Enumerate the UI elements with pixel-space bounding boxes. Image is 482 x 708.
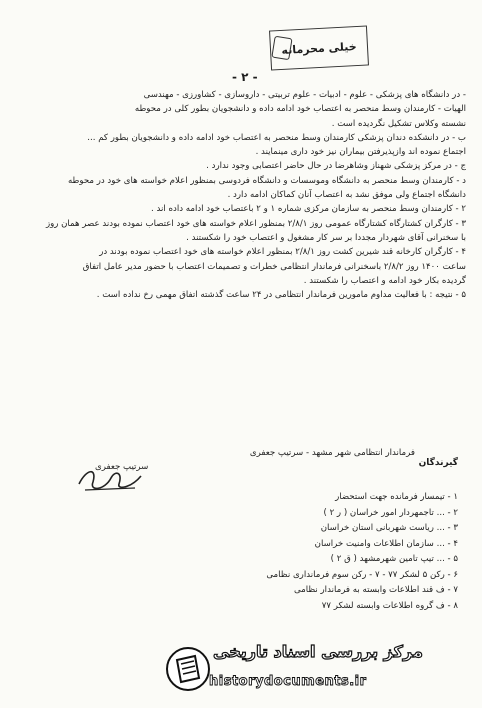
signature-line: فرماندار انتظامی شهر مشهد - سرتیپ جعفری (249, 448, 415, 458)
body-line: - در دانشگاه های پزشکی - علوم - ادبیات - علوم تربیتی - داروسازی - کشاورزی - مهندسی (143, 90, 466, 100)
body-line: ۲ - کارمندان وسط منحصر به سازمان مرکزی شماره ۱ و ۲ باعتصاب خود ادامه داده اند . (151, 204, 466, 215)
watermark-url: historydocuments.ir (209, 674, 367, 689)
recipient-item: ۱ - تیمسار فرمانده جهت استحضار (335, 492, 458, 502)
recipient-item: ۸ - ف گروه اطلاعات وابسته لشکر ۷۷ (321, 600, 458, 611)
body-line: ب - در دانشکده دندان پزشکی کارمندان وسط منحصر به اعتصاب خود ادامه داده و دانشجویان بطور کم ... (87, 132, 466, 143)
body-line: الهیات - کارمندان وسط منحصر به اعتصاب خود ادامه داده و دانشجویان بطور کلی در محوطه (134, 104, 466, 115)
body-line: ۵ - نتیجه : با فعالیت مداوم مامورین فرماندار انتظامی در ۲۴ ساعت گذشته اتفاق مهمی رخ نداده است . (96, 290, 466, 301)
recipients-list (208, 490, 458, 614)
recipient-item: ۲ - ... تاجمهردار امور خراسان ( ر ۲ ) (323, 507, 458, 518)
body-line: ۳ - کارگران کشتارگاه کشتارگاه عمومی روز ۲/۸/۱ بمنظور اعلام خواسته های خود اعتصاب نموده بودند عصر همان روز (45, 218, 466, 229)
body-line: د - کارمندان وسط منحصر به دانشگاه وموسسات و دانشگاه فردوسی بمنظور اعلام خواسته های خود در محوطه (67, 175, 466, 186)
stamp-scribble-icon (271, 36, 292, 61)
body-line: نشسته وکلاس تشکیل نگردیده است . (331, 118, 466, 129)
recipient-item: ۵ - ... تیپ تامین شهرمشهد ( ق ۲ ) (330, 554, 458, 564)
body-line: ج - در مرکز پزشکی شهناز وشاهرضا در حال حاضر اعتصابی وجود ندارد . (206, 161, 466, 172)
recipient-item: ۳ - ... ریاست شهربانی استان خراسان (320, 523, 458, 533)
page-number: - ۲ - (232, 70, 258, 84)
watermark-title: مرکز بررسی اسناد تاریخی (213, 642, 423, 661)
classification-stamp (269, 25, 369, 70)
body-line: اجتماع نموده اند وازپذیرفتن بیماران نیز خود داری مینمایند . (255, 147, 466, 158)
body-line: دانشگاه اجتماع ولی موفق نشد به اعتصاب آنان کماکان ادامه دارد . (227, 190, 466, 201)
document-body (18, 88, 466, 302)
body-line: ساعت ۱۴۰۰ روز ۲/۸/۲ باسخنرانی فرماندار انتظامی خطرات و تصمیمات اعتصاب با حضور مدیر عامل اتفاق (82, 261, 466, 272)
watermark (165, 638, 465, 700)
signature-name: سرتیپ جعفری (95, 462, 149, 472)
document-logo-icon (165, 646, 211, 692)
signature-scribble-icon (75, 462, 145, 496)
body-line: با سخنرانی آقای شهردار مجددا بر سر کار مشغول و اعتصاب خود را شکستند . (186, 232, 466, 243)
recipients-title: گیرندگان (418, 458, 458, 468)
recipient-item: ۶ - رکن ۵ لشکر ۷۷ - ۷ - رکن سوم فرمانداری نظامی (266, 569, 458, 580)
recipient-item: ۷ - ف قند اطلاعات وابسته به فرماندار نظامی (293, 585, 458, 595)
body-line: گردیده بکار خود ادامه و اعتصاب را شکستند . (303, 275, 466, 286)
body-line: ۴ - کارگران کارخانه قند شیرین کشت روز ۲/۸/۱ بمنظور اعلام خواسته های خود اعتصاب نموده بودند در (99, 247, 466, 258)
signature-block (75, 448, 415, 494)
stamp-text: خیلی محرمانه (281, 39, 357, 57)
recipient-item: ۴ - ... سازمان اطلاعات وامنیت خراسان (314, 538, 458, 549)
